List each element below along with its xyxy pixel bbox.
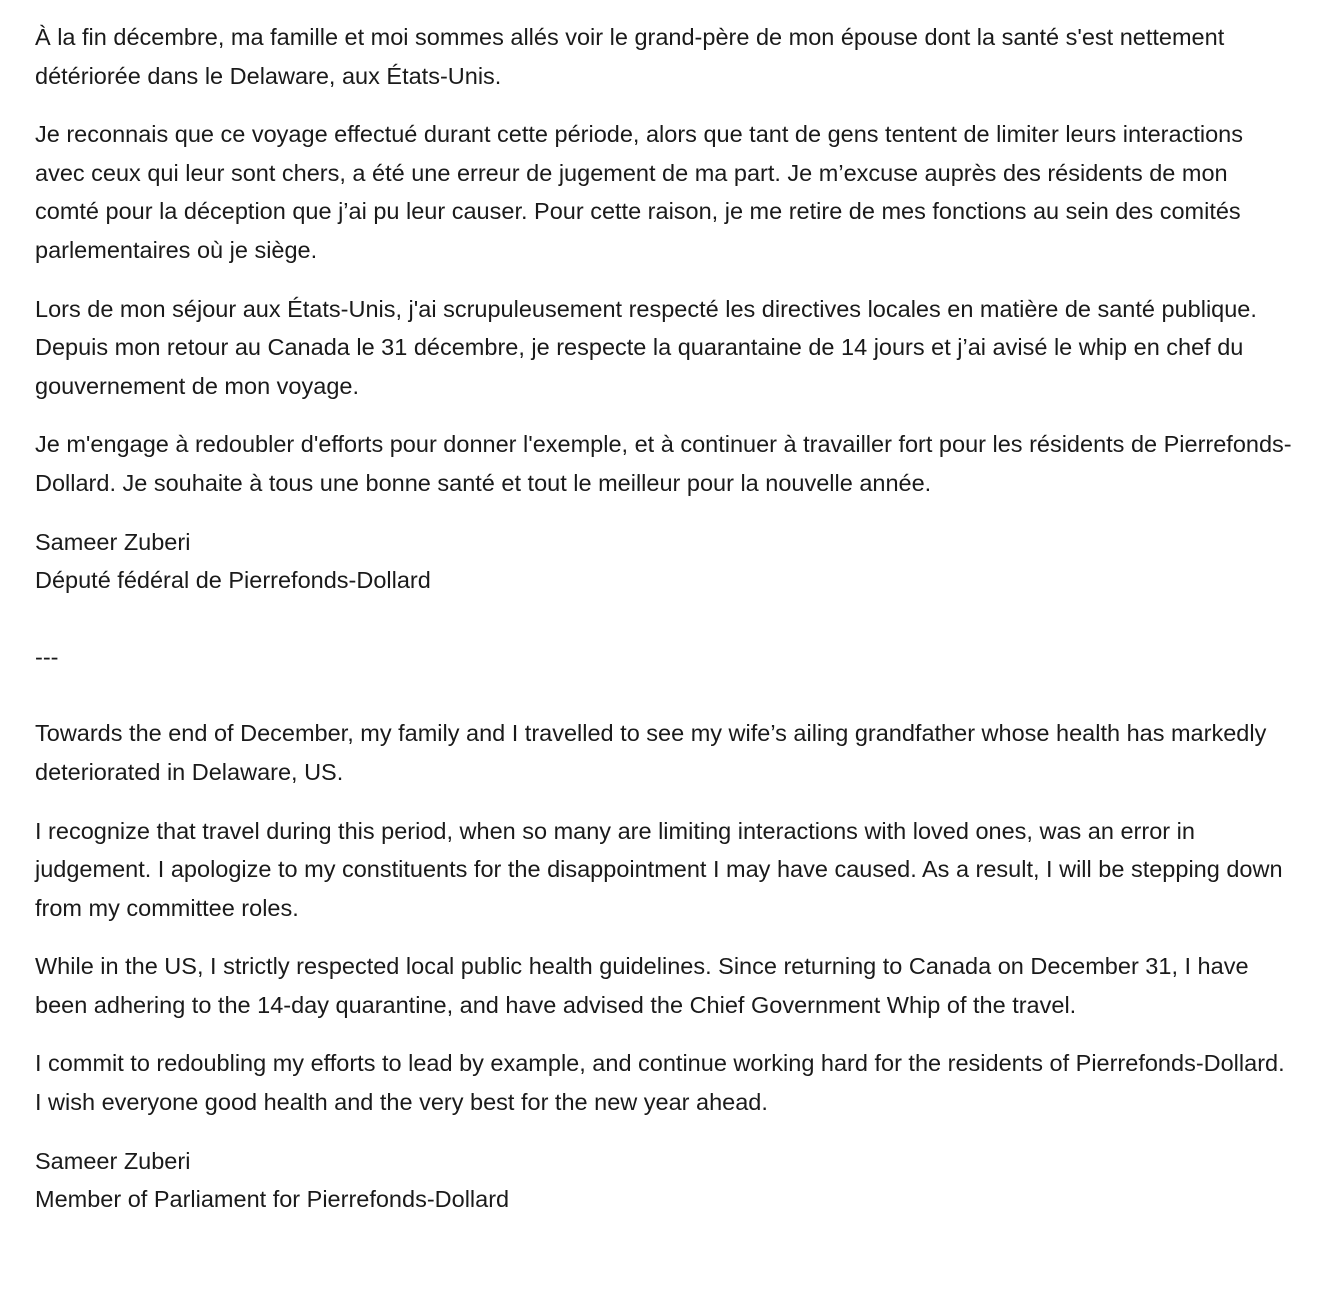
fr-signature <box>35 523 1295 600</box>
french-statement <box>35 18 1295 600</box>
fr-paragraph-3: Lors de mon séjour aux États-Unis, j'ai scrupuleusement respecté les directives locales en matière de santé publique. Depuis mon retour au Canada le 31 décembre, je respecte la quarantaine de 14 jours et j’ai avisé le whip en chef du gouvernement de mon voyage. <box>35 295 1257 399</box>
fr-paragraph-2: Je reconnais que ce voyage effectué durant cette période, alors que tant de gens tentent de limiter leurs interactions avec ceux qui leur sont chers, a été une erreur de jugement de ma part. Je m’excuse auprès des résidents de mon comté pour la déception que j’ai pu leur causer. Pour cette raison, je me retire de mes fonctions au sein des comités parlementaires où je siège. <box>35 121 1243 263</box>
en-paragraph-2: I recognize that travel during this period, when so many are limiting interactions with loved ones, was an error in judgement. I apologize to my constituents for the disappointment I may have caused. As a result, I will be stepping down from my committee roles. <box>35 817 1283 921</box>
en-signature-name: Sameer Zuberi <box>35 1147 191 1174</box>
fr-paragraph-1: À la fin décembre, ma famille et moi sommes allés voir le grand-père de mon épouse dont la santé s'est nettement détériorée dans le Delaware, aux États-Unis. <box>35 24 1225 89</box>
en-paragraph-1: Towards the end of December, my family and I travelled to see my wife’s ailing grandfather whose health has markedly deteriorated in Delaware, US. <box>35 720 1267 785</box>
language-separator: --- <box>35 643 59 670</box>
en-signature-title: Member of Parliament for Pierrefonds-Dollard <box>35 1186 510 1213</box>
fr-signature-name: Sameer Zuberi <box>35 528 191 555</box>
en-signature <box>35 1142 1295 1219</box>
en-paragraph-3: While in the US, I strictly respected local public health guidelines. Since returning to Canada on December 31, I have been adhering to the 14-day quarantine, and have advised the Chief Government Whip of the travel. <box>35 953 1249 1018</box>
en-paragraph-4: I commit to redoubling my efforts to lead by example, and continue working hard for the residents of Pierrefonds-Dollard. I wish everyone good health and the very best for the new year ahead. <box>35 1050 1285 1116</box>
english-statement <box>35 714 1295 1219</box>
fr-signature-title: Député fédéral de Pierrefonds-Dollard <box>35 567 431 594</box>
fr-paragraph-4: Je m'engage à redoubler d'efforts pour donner l'exemple, et à continuer à travailler fort pour les résidents de Pierrefonds-Dollard. Je souhaite à tous une bonne santé et tout le meilleur pour la nouvelle année. <box>35 431 1292 496</box>
statement-document <box>35 18 1295 1219</box>
